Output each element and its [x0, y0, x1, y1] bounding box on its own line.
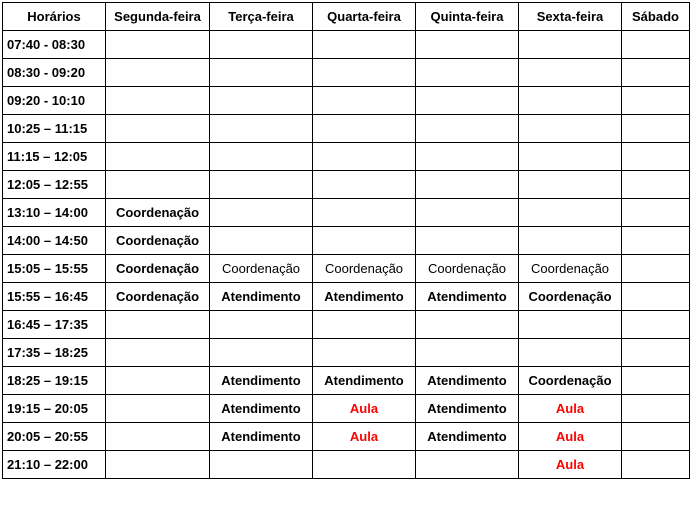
table-row [3, 143, 690, 171]
schedule-cell [622, 143, 690, 171]
schedule-cell [106, 311, 210, 339]
table-row [3, 451, 690, 479]
schedule-cell [622, 451, 690, 479]
table-row [3, 283, 690, 311]
schedule-cell: Coordenação [519, 255, 622, 283]
table-row [3, 423, 690, 451]
schedule-cell: Coordenação [416, 255, 519, 283]
schedule-cell: Atendimento [313, 283, 416, 311]
schedule-cell [519, 87, 622, 115]
header-quinta-feira: Quinta-feira [416, 3, 519, 31]
schedule-cell [622, 367, 690, 395]
schedule-cell: Aula [313, 395, 416, 423]
schedule-cell [622, 255, 690, 283]
schedule-cell [519, 227, 622, 255]
table-row [3, 311, 690, 339]
header-row [3, 3, 690, 31]
schedule-cell [622, 227, 690, 255]
time-slot: 15:05 – 15:55 [3, 255, 106, 283]
schedule-cell: Coordenação [210, 255, 313, 283]
schedule-cell [622, 59, 690, 87]
schedule-cell [106, 423, 210, 451]
table-row [3, 199, 690, 227]
schedule-cell [106, 31, 210, 59]
table-row [3, 395, 690, 423]
schedule-cell: Atendimento [313, 367, 416, 395]
schedule-cell: Coordenação [106, 255, 210, 283]
schedule-cell [210, 451, 313, 479]
schedule-cell [519, 115, 622, 143]
time-slot: 12:05 – 12:55 [3, 171, 106, 199]
schedule-cell: Coordenação [106, 283, 210, 311]
schedule-cell [622, 115, 690, 143]
schedule-cell [313, 199, 416, 227]
schedule-cell [210, 115, 313, 143]
time-slot: 15:55 – 16:45 [3, 283, 106, 311]
table-row [3, 227, 690, 255]
schedule-cell [210, 87, 313, 115]
header-segunda-feira: Segunda-feira [106, 3, 210, 31]
schedule-cell [519, 143, 622, 171]
schedule-cell [106, 367, 210, 395]
schedule-cell [210, 227, 313, 255]
schedule-cell [106, 339, 210, 367]
header-quarta-feira: Quarta-feira [313, 3, 416, 31]
schedule-cell: Aula [519, 423, 622, 451]
schedule-cell: Coordenação [519, 283, 622, 311]
schedule-cell [210, 143, 313, 171]
schedule-cell [622, 395, 690, 423]
schedule-cell [416, 451, 519, 479]
time-slot: 20:05 – 20:55 [3, 423, 106, 451]
schedule-cell [210, 311, 313, 339]
time-slot: 21:10 – 22:00 [3, 451, 106, 479]
schedule-cell [210, 59, 313, 87]
schedule-cell: Atendimento [416, 367, 519, 395]
schedule-cell: Coordenação [106, 227, 210, 255]
schedule-cell [313, 143, 416, 171]
schedule-body [3, 31, 690, 479]
schedule-cell [622, 311, 690, 339]
schedule-cell [622, 171, 690, 199]
schedule-cell [519, 311, 622, 339]
schedule-cell [313, 227, 416, 255]
schedule-cell [313, 451, 416, 479]
header-sexta-feira: Sexta-feira [519, 3, 622, 31]
schedule-cell [106, 59, 210, 87]
schedule-cell [519, 339, 622, 367]
schedule-cell: Atendimento [210, 395, 313, 423]
time-slot: 09:20 - 10:10 [3, 87, 106, 115]
schedule-cell: Atendimento [210, 283, 313, 311]
schedule-cell [622, 339, 690, 367]
schedule-cell [416, 115, 519, 143]
schedule-cell: Aula [519, 451, 622, 479]
header-horarios: Horários [3, 3, 106, 31]
time-slot: 13:10 – 14:00 [3, 199, 106, 227]
schedule-cell [416, 199, 519, 227]
schedule-table [2, 2, 690, 479]
schedule-cell: Aula [313, 423, 416, 451]
schedule-cell [106, 395, 210, 423]
schedule-cell: Atendimento [416, 395, 519, 423]
schedule-cell [106, 451, 210, 479]
schedule-cell: Coordenação [313, 255, 416, 283]
schedule-cell [313, 59, 416, 87]
time-slot: 11:15 – 12:05 [3, 143, 106, 171]
schedule-cell [519, 171, 622, 199]
schedule-cell: Atendimento [416, 423, 519, 451]
schedule-cell [622, 87, 690, 115]
schedule-cell [106, 87, 210, 115]
schedule-cell [313, 339, 416, 367]
schedule-cell [106, 171, 210, 199]
time-slot: 14:00 – 14:50 [3, 227, 106, 255]
schedule-cell [622, 423, 690, 451]
table-row [3, 255, 690, 283]
schedule-cell [416, 171, 519, 199]
time-slot: 16:45 – 17:35 [3, 311, 106, 339]
schedule-cell [519, 31, 622, 59]
time-slot: 10:25 – 11:15 [3, 115, 106, 143]
header-sabado: Sábado [622, 3, 690, 31]
schedule-cell [313, 115, 416, 143]
table-row [3, 171, 690, 199]
table-row [3, 87, 690, 115]
schedule-cell [106, 115, 210, 143]
schedule-cell [416, 59, 519, 87]
schedule-cell: Atendimento [210, 423, 313, 451]
schedule-cell [622, 31, 690, 59]
schedule-cell [313, 87, 416, 115]
table-row [3, 339, 690, 367]
schedule-cell [519, 199, 622, 227]
schedule-cell [622, 283, 690, 311]
schedule-cell [210, 171, 313, 199]
table-row [3, 115, 690, 143]
time-slot: 08:30 - 09:20 [3, 59, 106, 87]
schedule-cell [416, 311, 519, 339]
schedule-cell: Atendimento [416, 283, 519, 311]
schedule-cell [416, 227, 519, 255]
schedule-cell [416, 143, 519, 171]
schedule-cell: Coordenação [106, 199, 210, 227]
time-slot: 07:40 - 08:30 [3, 31, 106, 59]
schedule-cell [313, 311, 416, 339]
schedule-cell: Aula [519, 395, 622, 423]
schedule-cell [210, 339, 313, 367]
schedule-cell [106, 143, 210, 171]
schedule-cell [416, 87, 519, 115]
schedule-cell: Atendimento [210, 367, 313, 395]
schedule-cell [313, 171, 416, 199]
schedule-cell [210, 31, 313, 59]
schedule-cell [313, 31, 416, 59]
header-terca-feira: Terça-feira [210, 3, 313, 31]
time-slot: 18:25 – 19:15 [3, 367, 106, 395]
table-row [3, 31, 690, 59]
time-slot: 17:35 – 18:25 [3, 339, 106, 367]
schedule-cell [519, 59, 622, 87]
schedule-cell: Coordenação [519, 367, 622, 395]
schedule-cell [210, 199, 313, 227]
schedule-cell [622, 199, 690, 227]
schedule-cell [416, 31, 519, 59]
table-row [3, 59, 690, 87]
schedule-cell [416, 339, 519, 367]
table-row [3, 367, 690, 395]
time-slot: 19:15 – 20:05 [3, 395, 106, 423]
